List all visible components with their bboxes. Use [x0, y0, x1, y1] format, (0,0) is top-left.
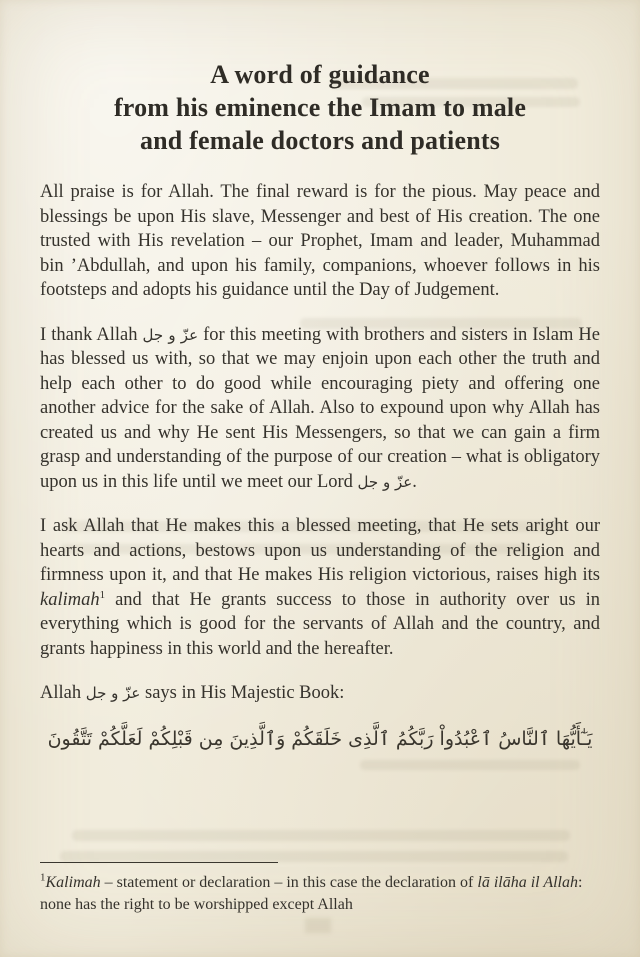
page-title-line-1: A word of guidance [210, 60, 430, 89]
footnote-block [40, 862, 600, 915]
page-title-line-3: and female doctors and patients [139, 126, 501, 155]
footnote-separator-rule [40, 862, 278, 863]
paragraph-verse-intro: Allah عزّ و جل says in His Majestic Book: [40, 683, 345, 703]
paragraph-praise: All praise is for Allah. The final reward is for the pious. May peace and blessings be upon His slave, Messenger and best of His creation. The one trusted with His revelation – our Prophet, Imam and leader, Muhammad bin ’Abdullah, and upon his family, companions, whoever follows in his footsteps and adopts his guidance until the Day of Judgement. [40, 182, 600, 300]
page-title [40, 58, 600, 157]
paragraph-supplication: I ask Allah that He makes this a blessed meeting, that He sets aright our hearts and actions, bestows upon us understanding of the religion and firmness upon it, and that He makes His religion victorious, raises high its kalimah$^1$ and that He grants success to those in authority over us in everything which is good for the servants of Allah and the country, and grants happiness in this world and the hereafter. [40, 516, 600, 659]
quran-verse-arabic: يَـٰٓأَيُّهَا ٱلنَّاسُ ٱعْبُدُواْ رَبَّكُمُ ٱلَّذِى خَلَقَكُمْ وَٱلَّذِينَ مِن قَبْلِكُمْ لَعَلَّكُمْ تَتَّقُونَ [47, 727, 593, 750]
page-title-line-2: from his eminence the Imam to male [113, 93, 527, 122]
footnote-text: $^1$Kalimah – statement or declaration – in this case the declaration of lā ilāha il Allah: none has the right to be worshipped except Allah [40, 871, 583, 913]
paragraph-thanks: I thank Allah عزّ و جل for this meeting with brothers and sisters in Islam He has blessed us with, so that we may enjoin upon each other the truth and help each other to do good while encouraging piety and offering one another advice for the sake of Allah. Also to expound upon why Allah has created us and why He sent His Messengers, so that we can gain a firm grasp and understanding of the purpose of our creation – what is obligatory upon us in this life until we meet our Lord عزّ و جل. [40, 324, 600, 492]
